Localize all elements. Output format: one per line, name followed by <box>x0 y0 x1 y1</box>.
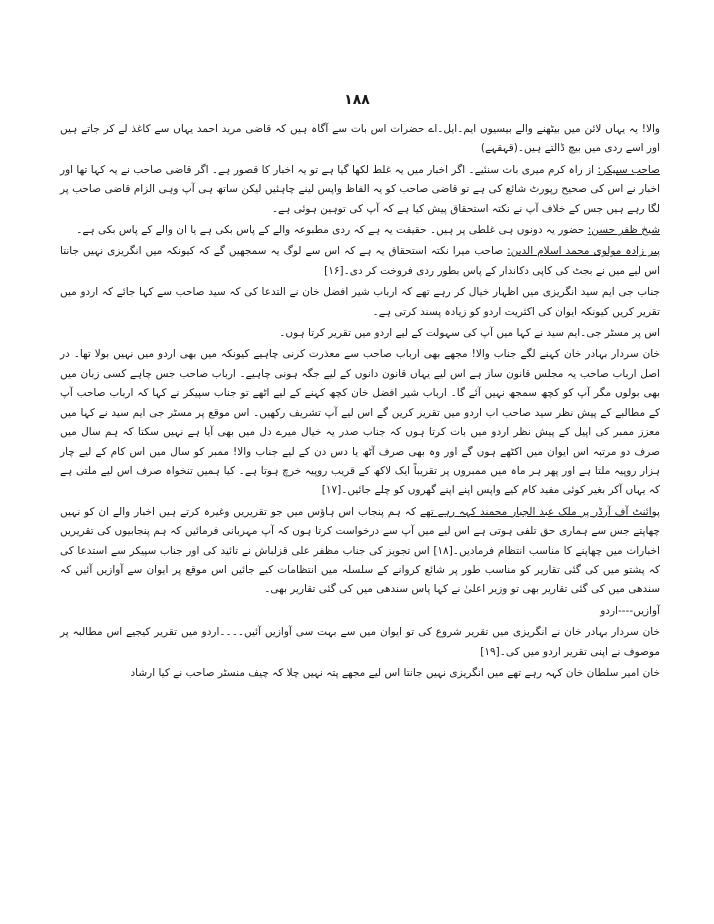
page-number: ۱۸۸ <box>344 92 370 108</box>
paragraph-text: صاحب میرا نکتہ استحقاق یہ ہے کہ اس سے لوگ یہ سمجھیں گے کہ کیونکہ میں انگریزی نہیں جانتا اس لیے میں نے بجٹ کی کاپی دکاندار کے پاس بطور ردی فروخت کر دی۔[۱۶] <box>60 245 660 277</box>
paragraph <box>60 161 660 219</box>
paragraph-text: آوازیں----اردو <box>600 604 660 617</box>
paragraph-text: کہ ہم پنجاب اس ہاؤس میں جو تقریریں وغیرہ کرتے ہیں اخبار والے ان کو نہیں چھاپتے جس سے ہماری حق تلفی ہوتی ہے اس لیے میں آپ سے درخواست کرتا ہوں کہ آپ مہربانی فرمائیں کہ ہم پنجابیوں کی تقریریں اخبارات میں چھاپنے کا مناسب انتظام فرمادیں۔[۱۸] اس تجویز کی جناب مظفر علی قزلباش نے تائید کی اور جناب سپیکر سے استدعا کی کہ پشتو میں کی گئی تقاریر کو مناسب طور پر شائع کروانے کے سلسلہ میں انتظامات کیے جائیں اس موقع پر ایوان سے آوازیں آئیں کہ سندھی میں کی گئی تقاریر بھی تو وزیر اعلیٰ نے کہا پاس سندھی میں کی گئی تقاریر بھی۔ <box>60 505 660 596</box>
paragraph-text: جناب جی ایم سید انگریزی میں اظہار خیال کر رہے تھے کہ ارباب شیر افضل خان نے التدعا کی کہ سید صاحب سے کہا جائے کہ اردو میں تقریر کریں کیونکہ ایوان کی اکثریت اردو کو زیادہ پسند کرتی ہے۔ <box>60 286 660 318</box>
paragraph-text: حضور یہ دونوں ہی غلطی پر ہیں۔ حقیقت یہ ہے کہ ردی مطبوعہ والے کے پاس بکی ہے یا ان والے کے پاس بکی ہے۔ <box>76 224 585 237</box>
paragraph-text: از راہ کرم میری بات سنئیے۔ اگر اخبار میں یہ غلط لکھا گیا ہے تو یہ اخبار کا قصور ہے۔ اگر قاضی صاحب نے یہ کہا تھا اور اخبار نے اس کی صحیح رپورٹ شائع کی ہے تو قاضی صاحب کو یہ الفاظ واپس لینے چاہئیں لیکن ساتھ ہی آپ وہی الزام قاضی صاحب پر لگا رہے ہیں جس کے خلاف آپ نے نکتہ استحقاق پیش کیا ہے کہ آپ کی توہین ہوئی ہے۔ <box>60 163 660 215</box>
paragraph <box>60 221 660 240</box>
paragraph <box>60 345 660 500</box>
paragraph-text: والا! یہ یہاں لائن میں بیٹھنے والے بیسیوں ایم۔ایل۔اے حضرات اس بات سے آگاہ ہیں کہ قاضی مرید احمد یہاں سے کاغذ لے کر جاتے ہیں اور اسے ردی میں بیچ ڈالتے ہیں۔(قہقہے) <box>60 123 660 155</box>
speaker-name: پیر زادہ مولوی محمد اسلام الدین: <box>507 245 661 258</box>
paragraph <box>60 664 660 683</box>
paragraph-text: خان امیر سلطان خان کہہ رہے تھے میں انگریزی نہیں جانتا اس لیے مجھے پتہ نہیں چلا کہ چیف منسٹر صاحب نے کیا ارشاد <box>130 666 660 679</box>
speaker-name: صاحب سپیکر: <box>597 163 660 176</box>
speaker-name: شیخ ظفر حسن: <box>587 224 660 237</box>
paragraph <box>60 623 660 662</box>
paragraph <box>60 283 660 322</box>
paragraph-text: خان سردار بہادر خان کہنے لگے جناب والا! مجھے بھی ارباب صاحب سے معذرت کرنی چاہیے کیونکہ میں بھی اردو میں نہیں بولا تھا۔ در اصل ارباب صاحب یہ مجلس قانون ساز ہے اس لیے یہاں قانون دانوں کے لیے جگہ ہونی چاہیے۔ ارباب صاحب جس چاہے کسی زبان میں بھی بولوں مگر آپ کو کچھ سمجھ نہیں آئے گا۔ ارباب شیر افضل خان کچھ کہنے کے لیے اٹھے تو جناب سپیکر نے کہا کہ ارباب صاحب آپ کے مطالبے کے پیش نظر سید صاحب اب اردو میں تقریر کریں گے اس لیے آپ تشریف رکھیں۔ اس موقع پر مسٹر جی ایم سید نے کہا میں معزز ممبر کی اپیل کے پیش نظر اردو میں بات کرتا ہوں کہ جناب صدر یہ خیال میرے دل میں بھی آیا ہے نہیں سکتا کہ ہم سال میں صرف دو مرتبہ اس ایوان میں اکٹھے ہوں گے اور وہ بھی صرف آٹھ یا دس دن کے لیے جناب والا! ممبر کو سال میں اس کام کے لیے چار ہزار روپیہ ملتا ہے اور پھر ہر ماہ میں ممبروں پر تقریباً ایک لاکھ کے قریب روپیہ خرچ ہوتا ہے۔ کیا ہمیں تنخواہ صرف اس لیے ملتی ہے کہ یہاں آکر بغیر کوئی مفید کام کیے واپس اپنے اپنے گھروں کو چلے جائیں۔[۱۷] <box>60 348 660 497</box>
paragraph-text: خان سردار بہادر خان نے انگریزی میں تقریر شروع کی تو ایوان میں سے بہت سی آوازیں آئیں۔۔۔۔اردو میں تقریر کیجیے اس مطالبہ پر موصوف نے اپنی تقریر اردو میں کی۔[۱۹] <box>60 626 660 658</box>
paragraph <box>60 242 660 281</box>
paragraph <box>60 602 660 621</box>
paragraph-text: اس پر مسٹر جی۔ایم سید نے کہا میں آپ کی سہولت کے لیے اردو میں تقریر کرتا ہوں۔ <box>279 327 660 340</box>
speaker-name: پوائنٹ آف آرڈر پر ملک عبد الجبار محمند کہہ رہے تھے <box>419 505 660 518</box>
paragraph <box>60 503 660 600</box>
body-text <box>60 120 660 685</box>
paragraph <box>60 120 660 159</box>
paragraph <box>60 324 660 343</box>
